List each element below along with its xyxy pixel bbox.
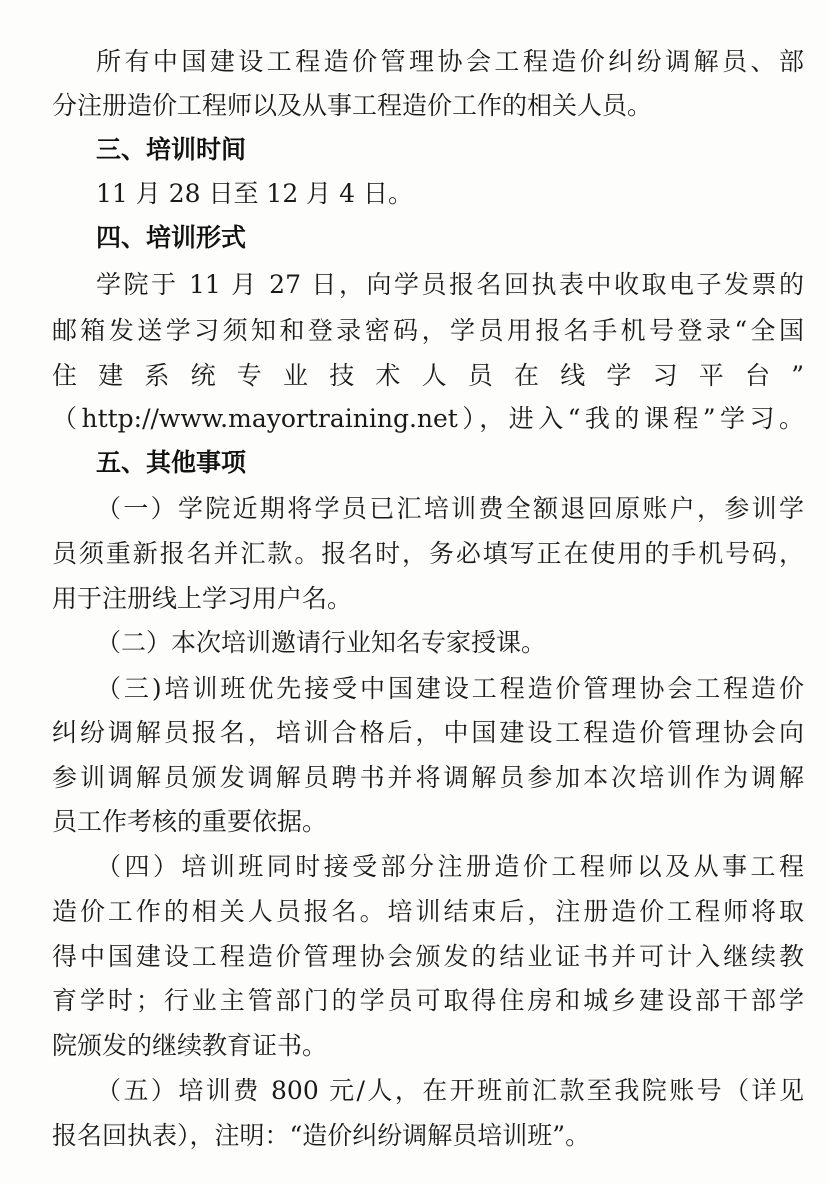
paragraph-line: 住 建 系 统 专 业 技 术 人 员 在 线 学 习 平 台 ”	[52, 361, 804, 390]
paragraph-line: 纠纷调解员报名，培训合格后，中国建设工程造价管理协会向	[52, 718, 804, 747]
paragraph-line: 得中国建设工程造价管理协会颁发的结业证书并可计入继续教	[52, 942, 804, 971]
paragraph-line: 参训调解员颁发调解员聘书并将调解员参加本次培训作为调解	[52, 763, 804, 792]
paragraph-line: 报名回执表），注明：“造价纠纷调解员培训班”。	[52, 1121, 591, 1150]
paragraph-line: （四）培训班同时接受部分注册造价工程师以及从事工程	[96, 852, 804, 881]
section-heading-training-format: 四、培训形式	[96, 223, 247, 252]
paragraph-line: 员须重新报名并汇款。报名时，务必填写正在使用的手机号码，	[52, 539, 804, 568]
paragraph-line: 员工作考核的重要依据。	[52, 807, 328, 836]
paragraph-line: 学院于 11 月 27 日，向学员报名回执表中收取电子发票的	[96, 270, 804, 299]
paragraph-line: （http://www.mayortraining.net），进入“我的课程”学习。	[52, 404, 804, 433]
paragraph-line: 所有中国建设工程造价管理协会工程造价纠纷调解员、部	[96, 47, 804, 76]
section-heading-training-time: 三、培训时间	[96, 135, 247, 164]
paragraph-line: 院颁发的继续教育证书。	[52, 1031, 328, 1060]
paragraph-line: 造价工作的相关人员报名。培训结束后，注册造价工程师将取	[52, 897, 804, 926]
paragraph-line: （一）学院近期将学员已汇培训费全额退回原账户，参训学	[96, 494, 804, 523]
paragraph-line: （三)培训班优先接受中国建设工程造价管理协会工程造价	[96, 674, 804, 703]
paragraph-line: 用于注册线上学习用户名。	[52, 584, 353, 613]
paragraph-line: （五）培训费 800 元/人，在开班前汇款至我院账号（详见	[96, 1076, 804, 1105]
paragraph-line: 11 月 28 日至 12 月 4 日。	[96, 179, 413, 208]
paragraph-line: （二）本次培训邀请行业知名专家授课。	[96, 628, 547, 657]
paragraph-line: 育学时；行业主管部门的学员可取得住房和城乡建设部干部学	[52, 986, 804, 1015]
paragraph-line: 邮箱发送学习须知和登录密码，学员用报名手机号登录“全国	[52, 316, 804, 345]
section-heading-other-matters: 五、其他事项	[96, 448, 247, 477]
paragraph-line: 分注册造价工程师以及从事工程造价工作的相关人员。	[52, 91, 653, 120]
